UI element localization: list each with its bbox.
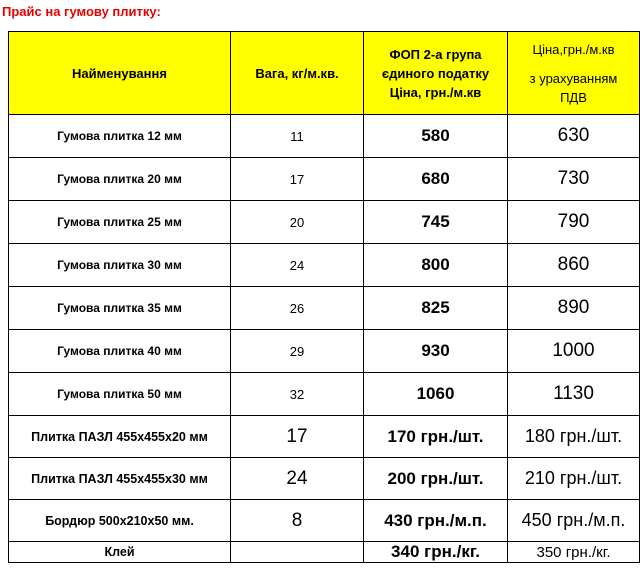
row-weight: 26 xyxy=(231,287,364,330)
row-fop-price: 200 грн./шт. xyxy=(364,458,508,500)
row-fop-price: 170 грн./шт. xyxy=(364,416,508,458)
row-fop-price: 1060 xyxy=(364,373,508,416)
table-row xyxy=(9,416,640,458)
page-title: Прайс на гумову плитку: xyxy=(2,4,161,19)
row-fop-price: 800 xyxy=(364,244,508,287)
row-weight: 20 xyxy=(231,201,364,244)
row-vat-price: 1000 xyxy=(508,330,640,373)
row-name: Гумова плитка 35 мм xyxy=(9,287,231,330)
row-fop-price: 745 xyxy=(364,201,508,244)
header-vat-line2: з урахуванням xyxy=(529,70,618,86)
header-fop-price xyxy=(364,32,508,115)
row-name: Гумова плитка 50 мм xyxy=(9,373,231,416)
table-header-row xyxy=(9,32,640,115)
row-name: Гумова плитка 25 мм xyxy=(9,201,231,244)
row-fop-price: 340 грн./кг. xyxy=(364,542,508,563)
table-row xyxy=(9,287,640,330)
row-vat-price: 860 xyxy=(508,244,640,287)
row-vat-price: 210 грн./шт. xyxy=(508,458,640,500)
table-row xyxy=(9,201,640,244)
row-fop-price: 580 xyxy=(364,115,508,158)
table-row xyxy=(9,373,640,416)
header-vat-price xyxy=(508,32,640,115)
table-row xyxy=(9,458,640,500)
row-name: Плитка ПАЗЛ 455х455х20 мм xyxy=(9,416,231,458)
row-weight xyxy=(231,542,364,563)
table-row xyxy=(9,244,640,287)
row-vat-price: 630 xyxy=(508,115,640,158)
header-fop-line1: ФОП 2-а група xyxy=(389,46,482,62)
row-name: Гумова плитка 40 мм xyxy=(9,330,231,373)
table-row xyxy=(9,500,640,542)
row-name: Гумова плитка 12 мм xyxy=(9,115,231,158)
row-weight: 29 xyxy=(231,330,364,373)
row-weight: 24 xyxy=(231,458,364,500)
header-vat-line1: Ціна,грн./м.кв xyxy=(532,41,615,57)
row-fop-price: 680 xyxy=(364,158,508,201)
row-vat-price: 1130 xyxy=(508,373,640,416)
table-row xyxy=(9,330,640,373)
header-fop-line2: єдиного податку xyxy=(381,65,490,81)
row-vat-price: 890 xyxy=(508,287,640,330)
header-vat-line3: ПДВ xyxy=(560,89,587,105)
price-table xyxy=(8,31,640,563)
row-name: Бордюр 500х210х50 мм. xyxy=(9,500,231,542)
row-weight: 8 xyxy=(231,500,364,542)
row-vat-price: 450 грн./м.п. xyxy=(508,500,640,542)
row-weight: 11 xyxy=(231,115,364,158)
row-name: Гумова плитка 30 мм xyxy=(9,244,231,287)
row-weight: 24 xyxy=(231,244,364,287)
row-vat-price: 180 грн./шт. xyxy=(508,416,640,458)
table-row xyxy=(9,542,640,563)
row-vat-price: 790 xyxy=(508,201,640,244)
row-vat-price: 350 грн./кг. xyxy=(508,542,640,563)
row-fop-price: 430 грн./м.п. xyxy=(364,500,508,542)
row-name: Клей xyxy=(9,542,231,563)
row-fop-price: 825 xyxy=(364,287,508,330)
table-row xyxy=(9,115,640,158)
header-name: Найменування xyxy=(9,32,231,115)
row-weight: 17 xyxy=(231,158,364,201)
header-weight: Вага, кг/м.кв. xyxy=(231,32,364,115)
row-name: Гумова плитка 20 мм xyxy=(9,158,231,201)
row-vat-price: 730 xyxy=(508,158,640,201)
row-name: Плитка ПАЗЛ 455х455х30 мм xyxy=(9,458,231,500)
row-fop-price: 930 xyxy=(364,330,508,373)
row-weight: 32 xyxy=(231,373,364,416)
row-weight: 17 xyxy=(231,416,364,458)
header-fop-line3: Ціна, грн./м.кв xyxy=(389,84,482,100)
table-row xyxy=(9,158,640,201)
